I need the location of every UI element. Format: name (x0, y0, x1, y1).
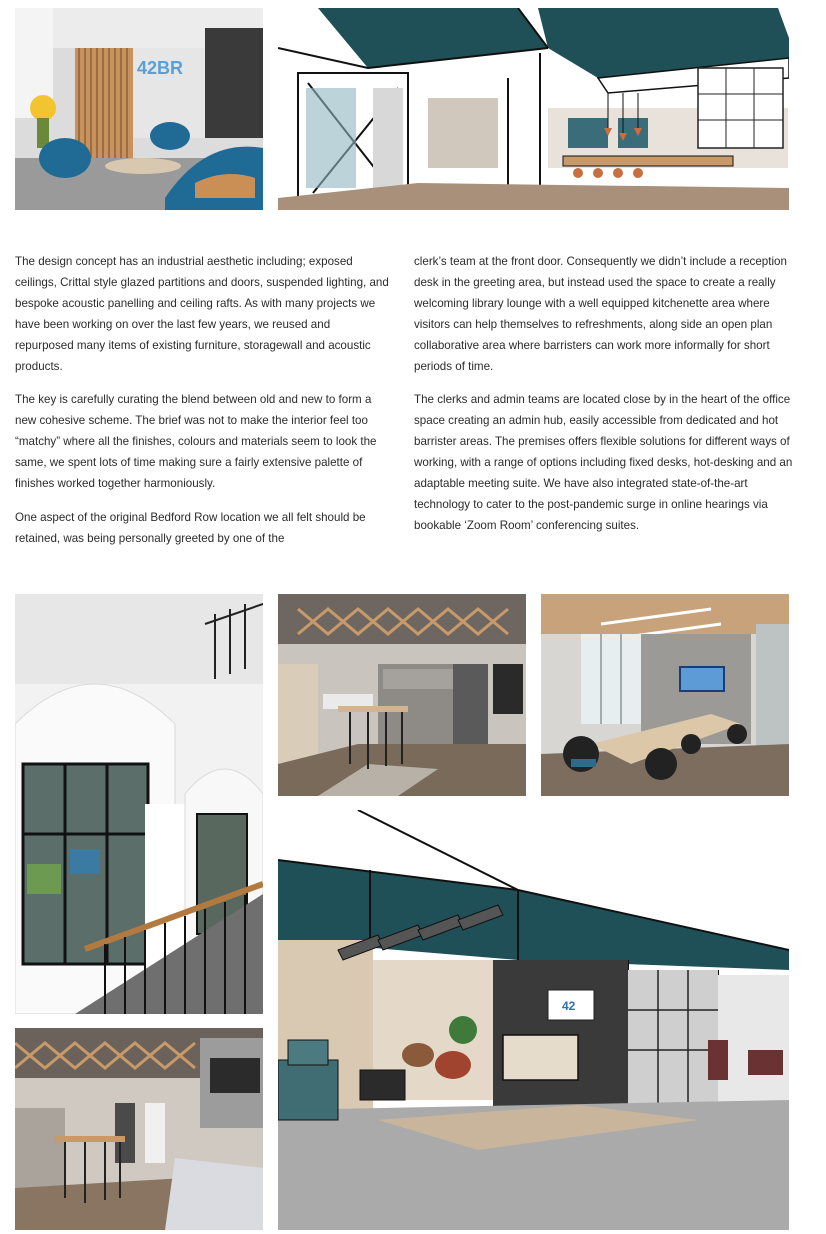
article-right-column (414, 252, 794, 550)
article-left-column (15, 252, 391, 563)
kitchen-breakout-photo (278, 594, 526, 796)
reception-concept-sketch (278, 810, 789, 1230)
paragraph: The design concept has an industrial aesthetic including; exposed ceilings, Crittal style glazed partitions and doors, suspended lighting, and bespoke acoustic panelling and ceiling rafts. As with many projects we have been working on over the last few years, we reused and repurposed many items of existing furniture, storagewall and acoustic products. (15, 255, 389, 373)
paragraph: One aspect of the original Bedford Row location we all felt should be retained, was being personally greeted by one of the (15, 510, 366, 545)
paragraph: The key is carefully curating the blend between old and new to form a new cohesive scheme. The brief was not to make the interior feel too “matchy” where all the finishes, colours and materials seem to look the same, we spent lots of time making sure a fairly extensive palette of finishes worked together harmoniously. (15, 393, 377, 491)
logo-42br: 42BR (137, 58, 184, 78)
kitchenette-concept-sketch (278, 8, 789, 210)
arched-stairwell-photo (15, 594, 263, 1014)
breakout-kitchen-photo (15, 1028, 263, 1230)
paragraph: clerk’s team at the front door. Consequently we didn’t include a reception desk in the greeting area, but instead used the space to create a really welcoming library lounge with a well equipped kitchenette area where visitors can help themselves to refreshments, along side an open plan collaborative area where barristers can work more informally for short periods of time. (414, 255, 787, 373)
paragraph: The clerks and admin teams are located close by in the heart of the office space creating an admin hub, easily accessible from dedicated and hot barrister areas. The premises offers flexible solutions for different ways of working, with a range of options including fixed desks, hot-desking and an adaptable meeting suite. We have also integrated state-of-the-art technology to cater to the post-pandemic surge in online hearings via bookable ‘Zoom Room’ conferencing suites. (414, 393, 793, 532)
meeting-room-photo (541, 594, 789, 796)
logo-42: 42 (562, 999, 576, 1013)
reception-lounge-photo (15, 8, 263, 210)
